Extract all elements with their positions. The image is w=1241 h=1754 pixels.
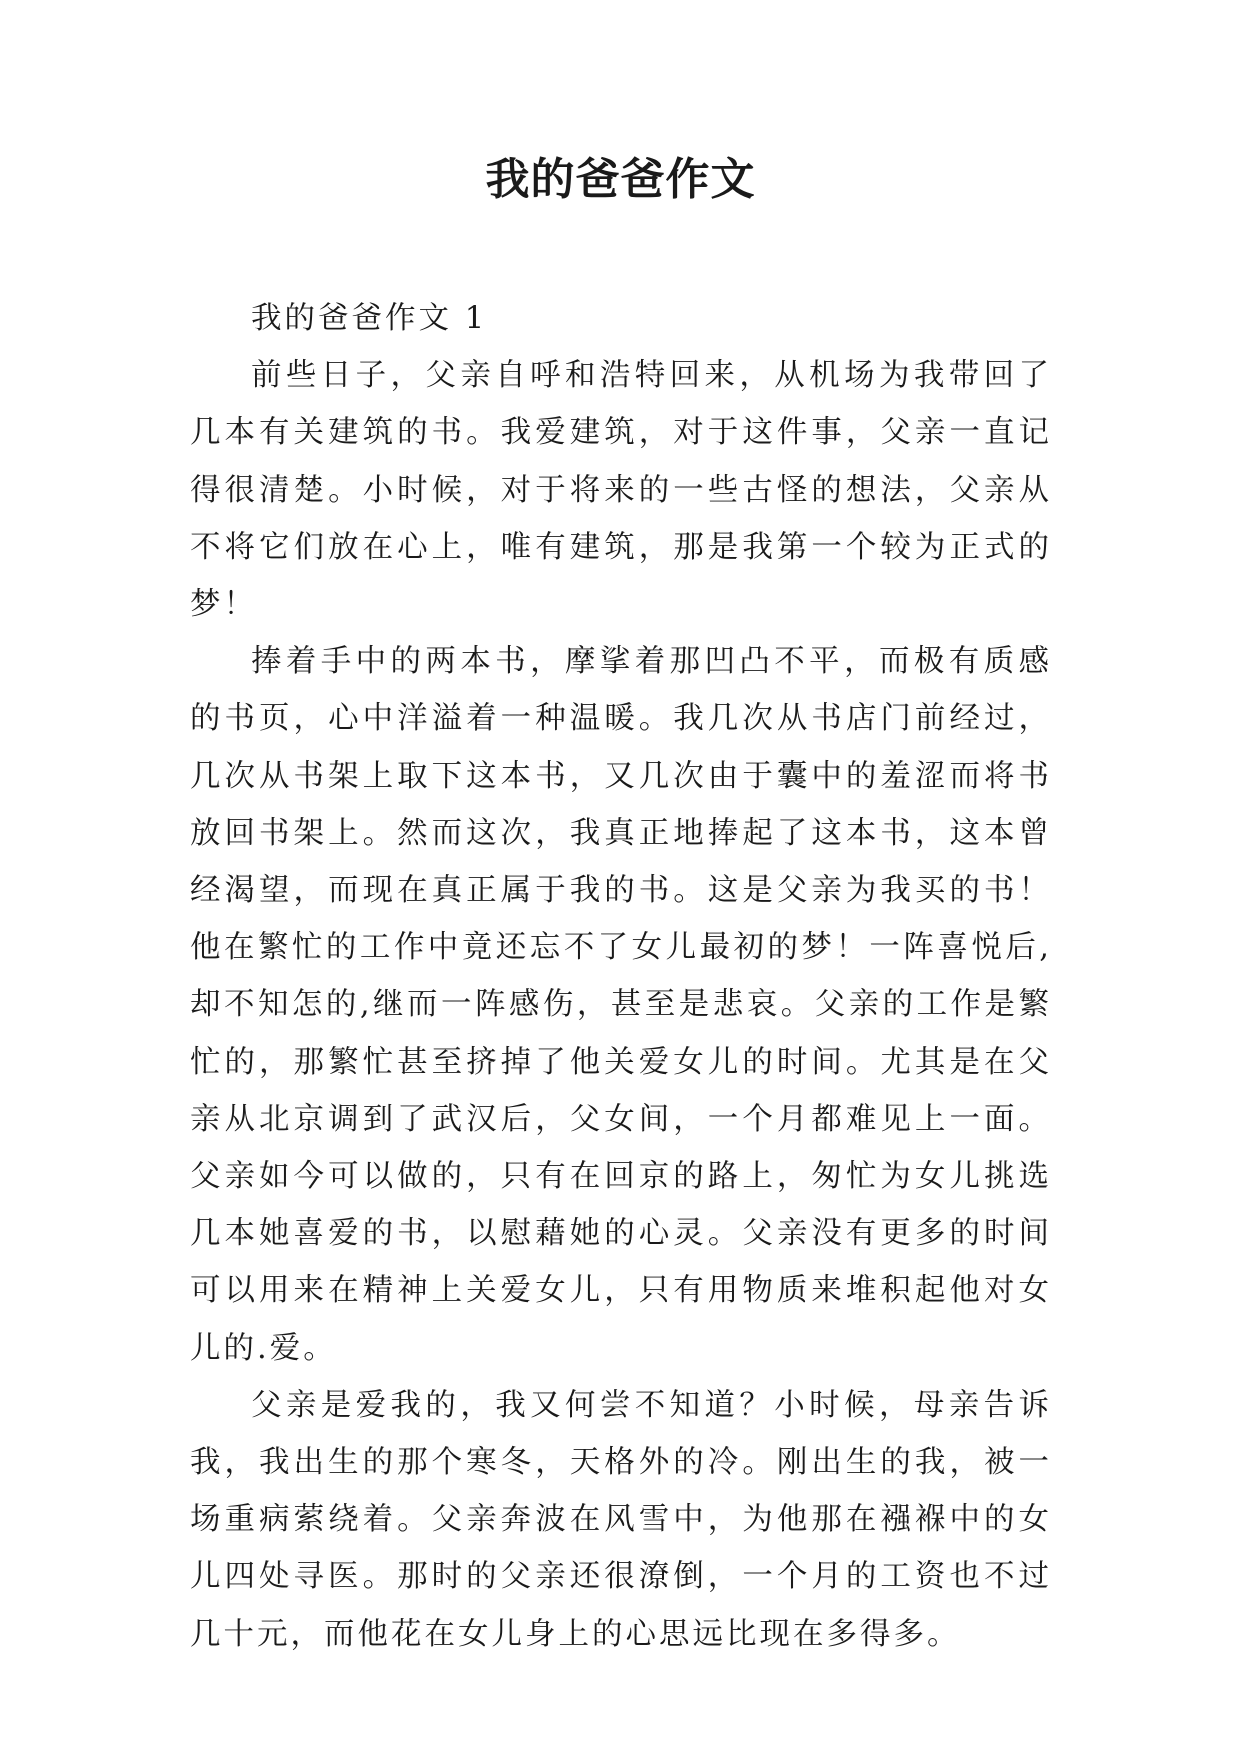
document-title: 我的爸爸作文 — [485, 154, 756, 205]
paragraph-1: 前些日子，父亲自呼和浩特回来，从机场为我带回了几本有关建筑的书。我爱建筑，对于这件事，父亲一直记得很清楚。小时候，对于将来的一些古怪的想法，父亲从不将它们放在心上，唯有建筑，那是我第一个较为正式的梦！ — [190, 358, 1052, 623]
section-heading: 我的爸爸作文 1 — [251, 301, 488, 336]
paragraph-2: 捧着手中的两本书，摩挲着那凹凸不平，而极有质感的书页，心中洋溢着一种温暖。我几次从书店门前经过，几次从书架上取下这本书，又几次由于囊中的羞涩而将书放回书架上。然而这次，我真正地捧起了这本书，这本曾经渴望，而现在真正属于我的书。这是父亲为我买的书！他在繁忙的工作中竟还忘不了女儿最初的梦！一阵喜悦后,却不知怎的,继而一阵感伤，甚至是悲哀。父亲的工作是繁忙的，那繁忙甚至挤掉了他关爱女儿的时间。尤其是在父亲从北京调到了武汉后，父女间，一个月都难见上一面。父亲如今可以做的，只有在回京的路上，匆忙为女儿挑选几本她喜爱的书，以慰藉她的心灵。父亲没有更多的时间可以用来在精神上关爱女儿，只有用物质来堆积起他对女儿的.爱。 — [190, 644, 1052, 1366]
document-body — [190, 290, 1052, 1663]
paragraph-3: 父亲是爱我的，我又何尝不知道？小时候，母亲告诉我，我出生的那个寒冬，天格外的冷。刚出生的我，被一场重病萦绕着。父亲奔波在风雪中，为他那在襁褓中的女儿四处寻医。那时的父亲还很潦倒，一个月的工资也不过几十元，而他花在女儿身上的心思远比现在多得多。 — [190, 1387, 1052, 1652]
